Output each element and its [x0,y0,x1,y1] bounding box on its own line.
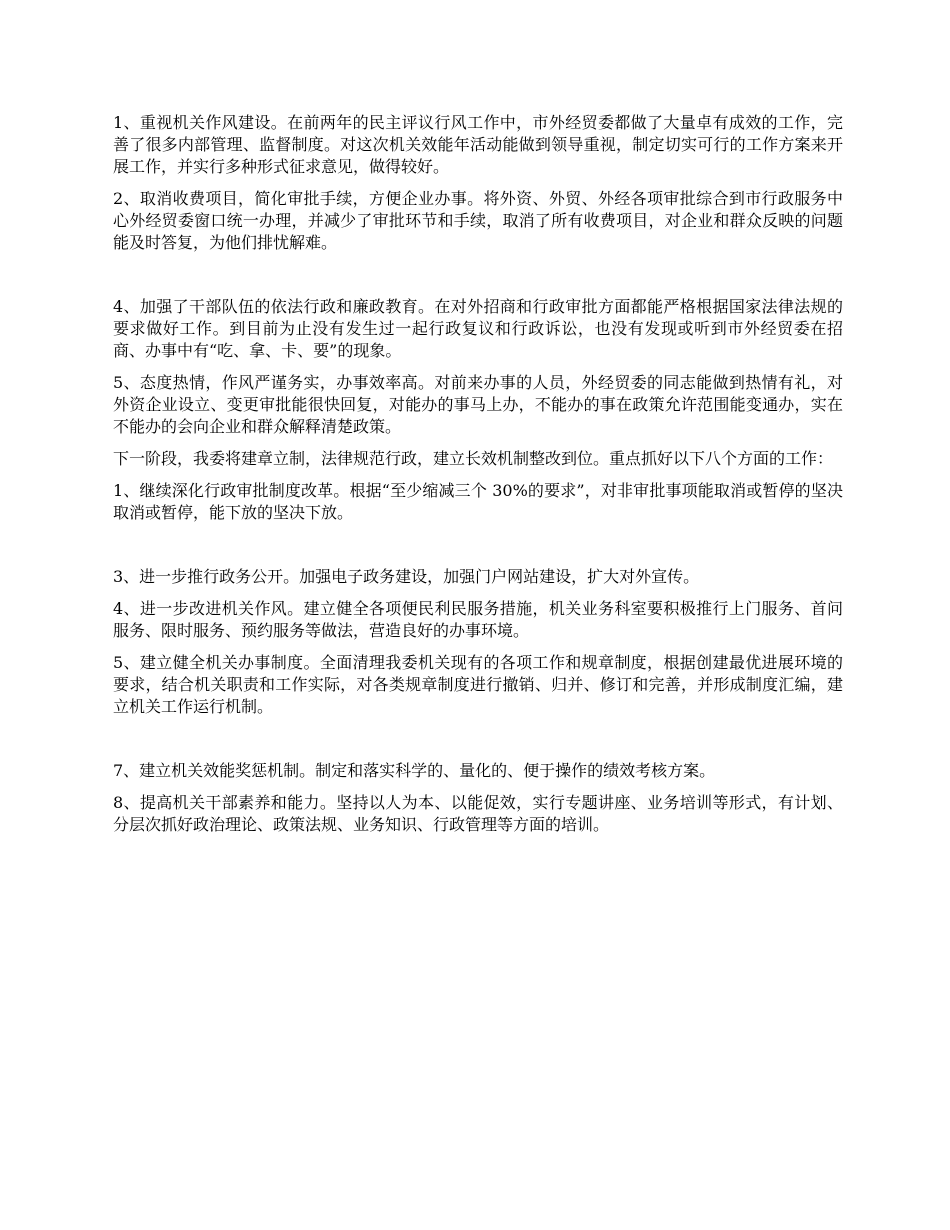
document-body [113,112,843,846]
paragraph-9: 5、建立健全机关办事制度。全面清理我委机关现有的各项工作和规章制度，根据创建最优进展环境的要求，结合机关职责和工作实际，对各类规章制度进行撤销、归并、修订和完善，并形成制度汇编，建立机关工作运行机制。 [113,653,843,716]
paragraph-3: 4、加强了干部队伍的依法行政和廉政教育。在对外招商和行政审批方面都能严格根据国家法律法规的要求做好工作。到目前为止没有发生过一起行政复议和行政诉讼，也没有发现或听到市外经贸委在招商、办事中有“吃、拿、卡、要”的现象。 [113,297,843,360]
paragraph-4: 5、态度热情，作风严谨务实，办事效率高。对前来办事的人员，外经贸委的同志能做到热情有礼，对外资企业设立、变更审批能很快回复，对能办的事马上办，不能办的事在政策允许范围能变通办，实在不能办的会向企业和群众解释清楚政策。 [113,373,843,436]
paragraph-7: 3、进一步推行政务公开。加强电子政务建设，加强门户网站建设，扩大对外宣传。 [113,567,700,586]
paragraph-8: 4、进一步改进机关作风。建立健全各项便民利民服务措施，机关业务科室要积极推行上门服务、首问服务、限时服务、预约服务等做法，营造良好的办事环境。 [113,599,843,640]
paragraph-1: 1、重视机关作风建设。在前两年的民主评议行风工作中，市外经贸委都做了大量卓有成效的工作，完善了很多内部管理、监督制度。对这次机关效能年活动能做到领导重视，制定切实可行的工作方案来开展工作，并实行多种形式征求意见，做得较好。 [113,113,843,176]
paragraph-11: 8、提高机关干部素养和能力。坚持以人为本、以能促效，实行专题讲座、业务培训等形式，有计划、分层次抓好政治理论、政策法规、业务知识、行政管理等方面的培训。 [113,793,843,834]
paragraph-6: 1、继续深化行政审批制度改革。根据“至少缩减三个 30%的要求”，对非审批事项能取消或暂停的坚决取消或暂停，能下放的坚决下放。 [113,481,843,522]
paragraph-gap [113,264,843,296]
paragraph-10: 7、建立机关效能奖惩机制。制定和落实科学的、量化的、便于操作的绩效考核方案。 [113,761,716,780]
paragraph-2: 2、取消收费项目，简化审批手续，方便企业办事。将外资、外贸、外经各项审批综合到市行政服务中心外经贸委窗口统一办理，并减少了审批环节和手续，取消了所有收费项目，对企业和群众反映的问题能及时答复，为他们排忧解难。 [113,189,843,252]
paragraph-gap [113,534,843,566]
paragraph-gap [113,728,843,760]
paragraph-5: 下一阶段，我委将建章立制，法律规范行政，建立长效机制整改到位。重点抓好以下八个方面的工作： [113,449,834,468]
